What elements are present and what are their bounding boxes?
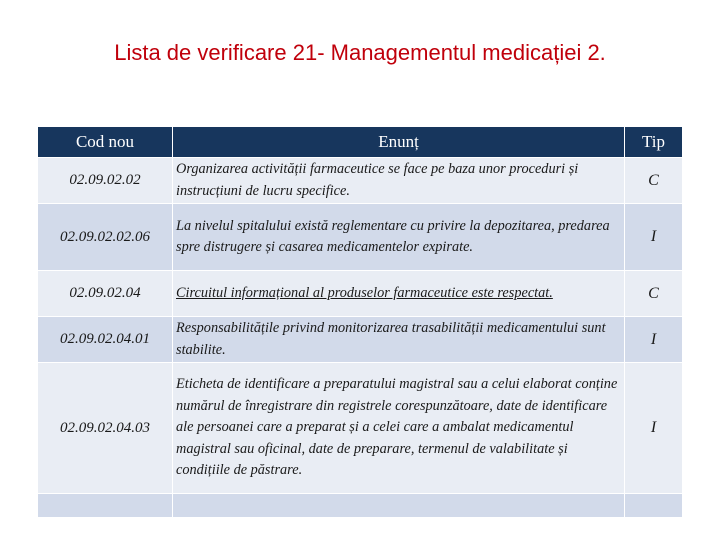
header-code: Cod nou <box>38 127 173 158</box>
row-statement-link[interactable]: Circuitul informațional al produselor farmaceutice este respectat. <box>176 284 553 301</box>
table-row <box>38 363 683 494</box>
row-code: 02.09.02.04.03 <box>38 363 173 494</box>
table-row <box>38 204 683 271</box>
header-type: Tip <box>625 127 683 158</box>
row-statement: La nivelul spitalului există reglementare cu privire la depozitarea, predarea spre distrugere și casarea medicamentelor expirate. <box>173 204 625 271</box>
row-code: 02.09.02.02 <box>38 158 173 204</box>
row-statement <box>173 494 625 518</box>
row-type: I <box>625 317 683 363</box>
row-type <box>625 494 683 518</box>
row-code: 02.09.02.04.01 <box>38 317 173 363</box>
row-code <box>38 494 173 518</box>
row-type: C <box>625 271 683 317</box>
checklist-table <box>37 126 683 518</box>
row-statement: Responsabilitățile privind monitorizarea trasabilității medicamentului sunt stabilite. <box>173 317 625 363</box>
row-statement: Eticheta de identificare a preparatului magistral sau a celui elaborat conține numărul de înregistrare din registrele corespunzătoare, date de identificare ale persoanei care a preparat și a celei care a ambalat medicamentul magistral sau oficinal, date de preparare, termenul de valabilitate și condițiile de păstrare. <box>173 363 625 494</box>
table-row <box>38 158 683 204</box>
table-row <box>38 317 683 363</box>
row-code: 02.09.02.02.06 <box>38 204 173 271</box>
table-row <box>38 271 683 317</box>
header-statement: Enunț <box>173 127 625 158</box>
row-statement <box>173 271 625 317</box>
page-title: Lista de verificare 21- Managementul medicației 2. <box>114 40 606 65</box>
row-type: I <box>625 363 683 494</box>
row-statement: Organizarea activității farmaceutice se face pe baza unor proceduri și instrucțiuni de lucru specifice. <box>173 158 625 204</box>
table-row-empty <box>38 494 683 518</box>
row-code: 02.09.02.04 <box>38 271 173 317</box>
row-type: C <box>625 158 683 204</box>
row-type: I <box>625 204 683 271</box>
table-header-row <box>38 127 683 158</box>
